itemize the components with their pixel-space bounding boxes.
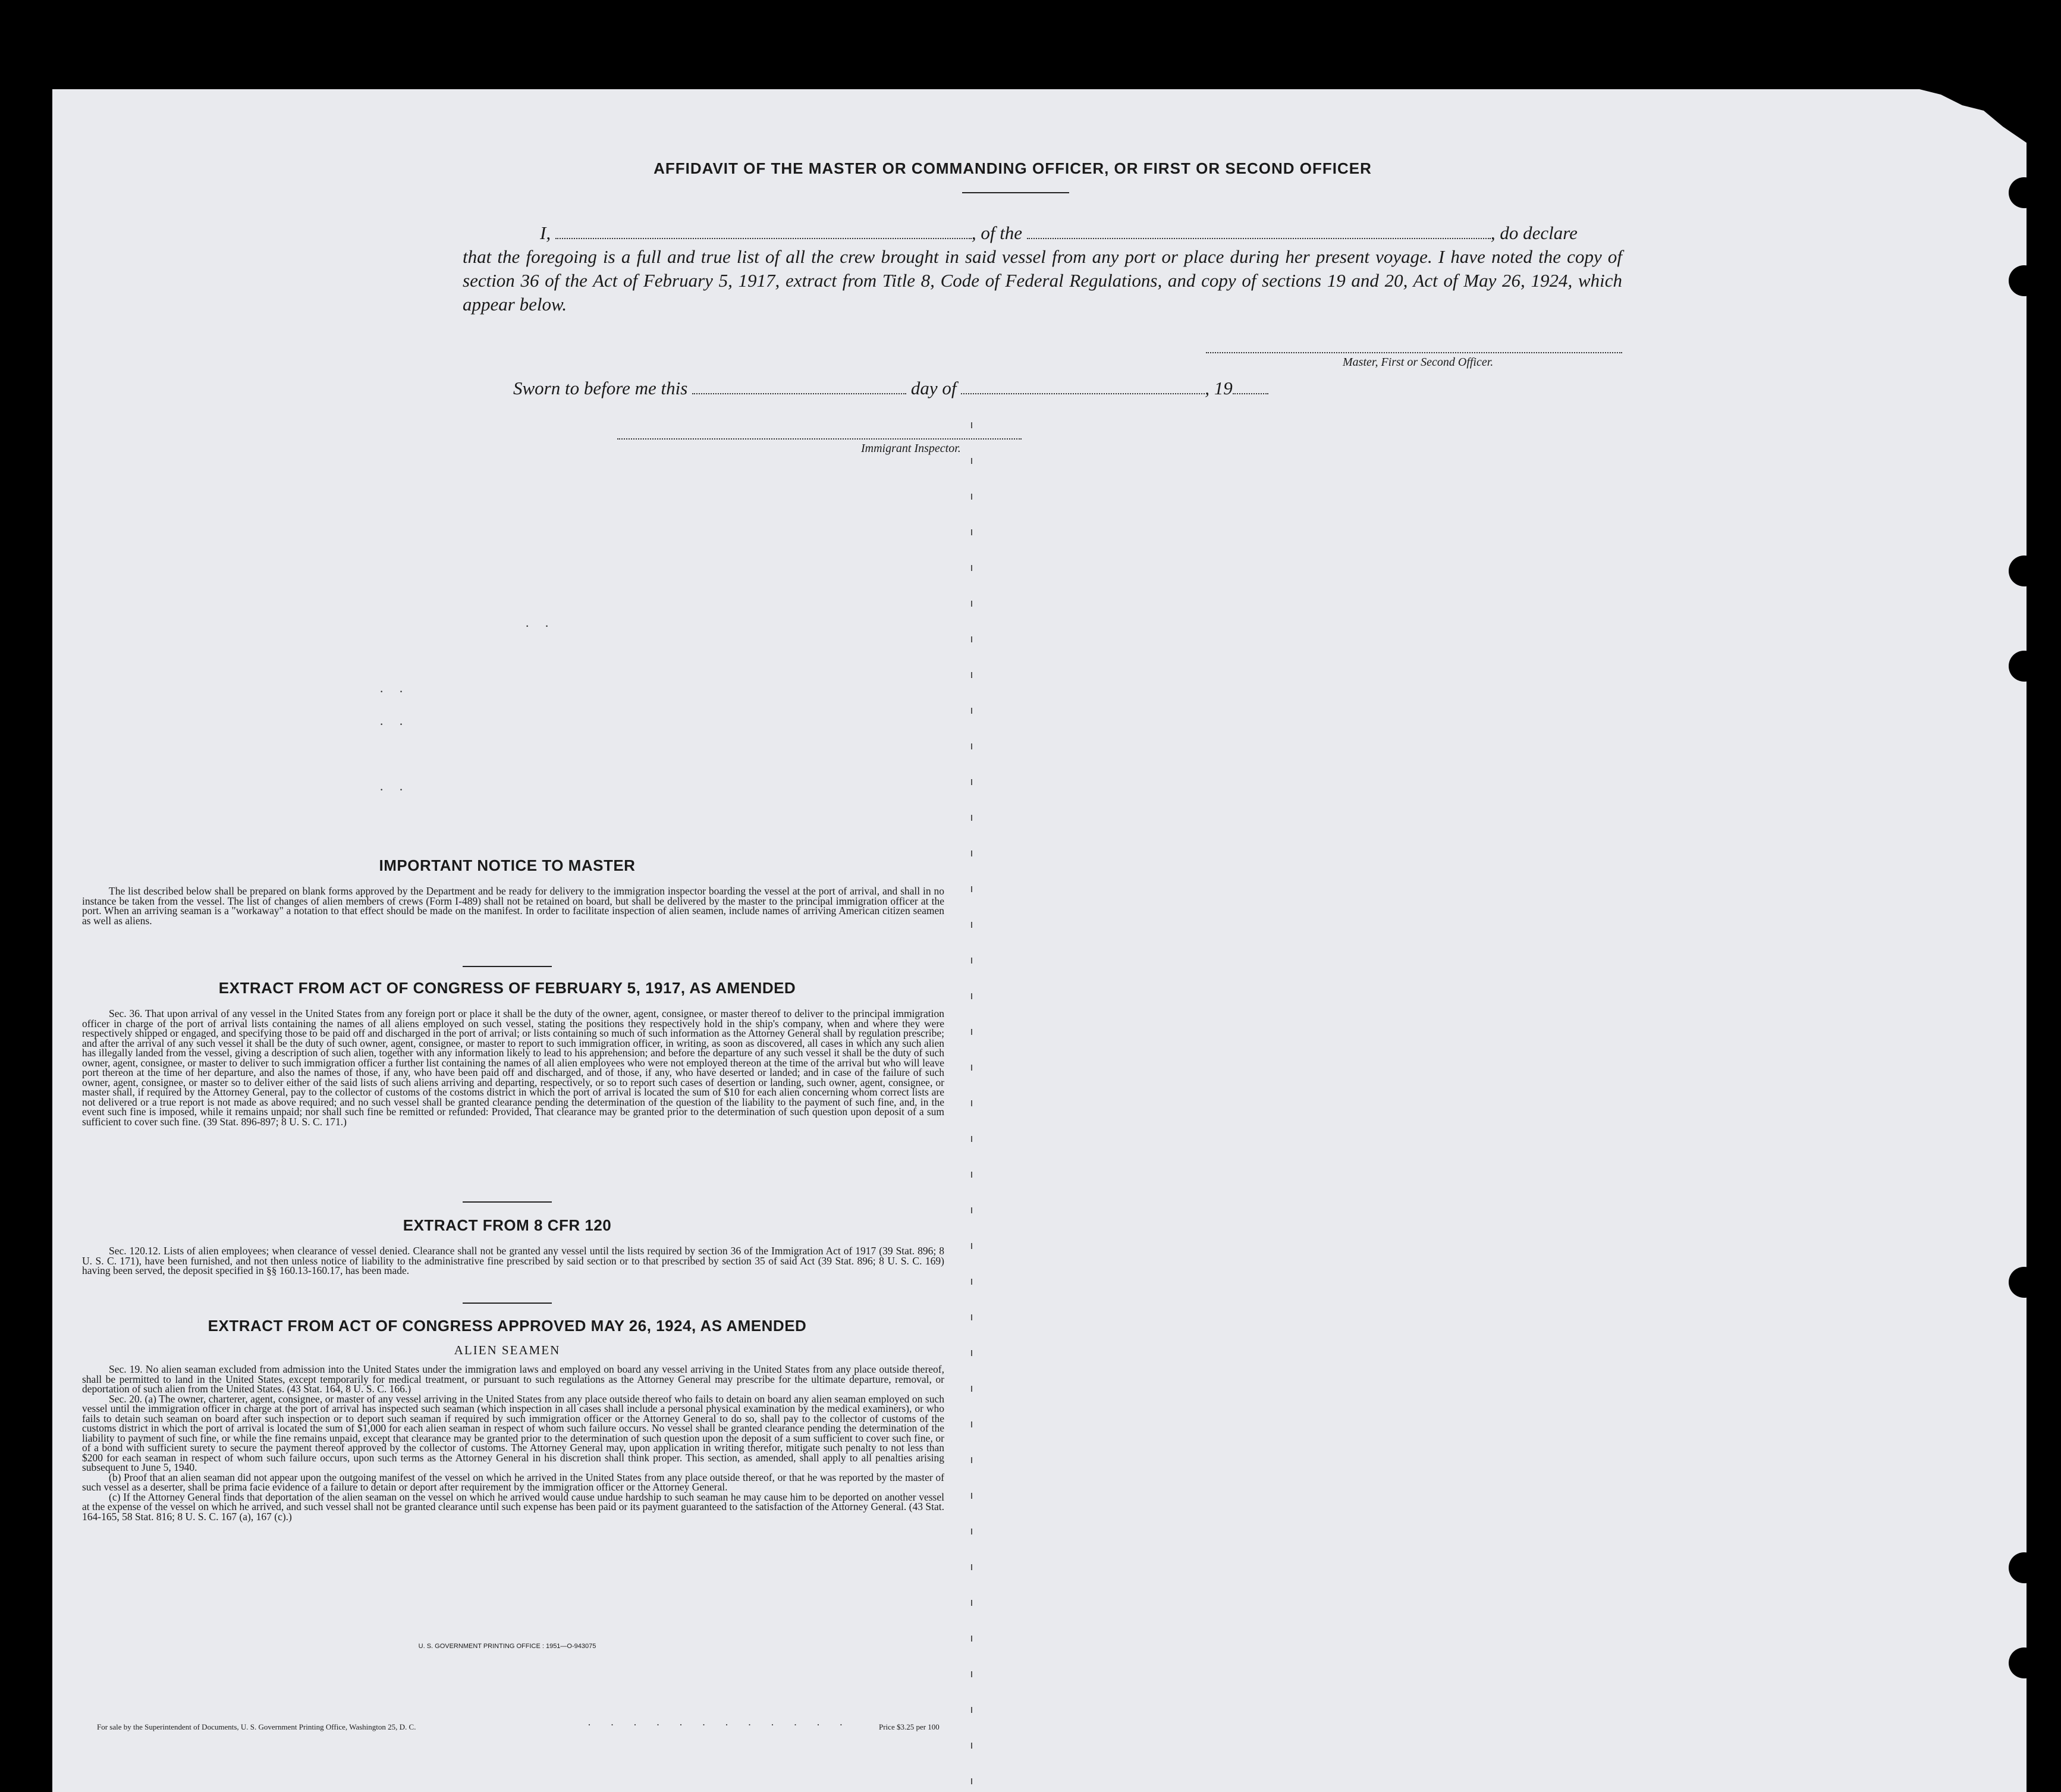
binder-hole bbox=[2009, 1267, 2027, 1298]
sec-20a-paragraph: Sec. 20. (a) The owner, charterer, agent, consignee, or master of any vessel arriving in the United States from any place outside thereof who fails to detain on board any alien seaman employed on such vessel until the immigration officer in charge at the port of arrival has inspected such seaman (which inspection in all cases shall include a personal physical examination by the medical examiners), or who fails to detain such seaman on board after such inspection or to deport such seaman if required by such immigration officer or the Attorney General to do so, shall pay to the collector of customs of the customs district in which the port of arrival is located the sum of $1,000 for each alien seaman in respect of whom such failure occurs. No vessel shall be granted clearance pending the determination of the liability to payment of such fine, or while the fine remains unpaid, except that clearance may be granted prior to the determination of such question upon the deposit of a sum sufficient to cover such fine, or of a bond with sufficient surety to secure the payment thereof approved by the collector of customs. The Attorney General may, upon application in writing therefor, mitigate such penalty to not less than $200 for each seaman in respect of whom such failure occurs, upon such terms as the Attorney General in his discretion shall think proper. This section, as amended, shall apply to all penalties arising subsequent to June 5, 1940. bbox=[82, 1392, 944, 1473]
sec-20b-paragraph: (b) Proof that an alien seaman did not appear upon the outgoing manifest of the vessel on which he arrived in the United States from any place outside thereof, or that he was reported by the master of such vessel as a deserter, shall be prima facie evidence of a failure to detain or deport after requirement by the immigration officer or the Attorney General. bbox=[82, 1471, 944, 1493]
day-of-text: day of bbox=[910, 378, 957, 398]
affidavit-of-the: , of the bbox=[971, 222, 1023, 243]
extract-1917-title: EXTRACT FROM ACT OF CONGRESS OF FEBRUARY 5, 1917, AS AMENDED bbox=[218, 979, 796, 997]
affidavit-first-line bbox=[463, 221, 1622, 245]
sworn-day-field[interactable] bbox=[692, 393, 906, 394]
sec-19-paragraph: Sec. 19. No alien seaman excluded from admission into the United States under the immigration laws and employed on board any vessel arriving in the United States from any place outside thereof, shall be permitted to land in the United States, except temporarily for medical treatment, or pursuant to such regulations as the Attorney General may prescribe for the ultimate departure, removal, or deportation of such alien from the United States. (43 Stat. 164, 8 U. S. C. 166.) bbox=[82, 1363, 944, 1395]
center-fold-line bbox=[971, 422, 972, 1790]
extract-cfr-title: EXTRACT FROM 8 CFR 120 bbox=[403, 1216, 612, 1234]
title-divider bbox=[962, 192, 1069, 193]
sec-120-12-paragraph: Sec. 120.12. Lists of alien employees; when clearance of vessel denied. Clearance shall not be granted any vessel until the lists required by section 36 of the Immigration Act of 1917 (39 Stat. 896; 8 U. S. C. 171), have been furnished, and not then unless notice of liability to the administrative fine prescribed by said section or to that prescribed by section 35 of said Act (39 Stat. 896; 8 U. S. C. 169) having been served, the deposit specified in §§ 160.13-160.17, has been made. bbox=[82, 1245, 944, 1276]
affidavit-text: that the foregoing is a full and true list of all the crew brought in said vessel from any port or place during her present voyage. I have noted the copy of section 36 of the Act of February 5, 1917, extract from Title 8, Code of Federal Regulations, and copy of sections 19 and 20, Act of May 26, 1924, which appear below. bbox=[463, 246, 1622, 315]
year-text: , 19 bbox=[1205, 378, 1233, 398]
footer-sale-notice: For sale by the Superintendent of Documents, U. S. Government Printing Office, Washington 25, D. C. bbox=[97, 1722, 416, 1731]
section-divider bbox=[463, 1201, 552, 1203]
form-sheet bbox=[52, 89, 2027, 1792]
sworn-month-field[interactable] bbox=[961, 393, 1205, 394]
sworn-line bbox=[463, 376, 1295, 400]
affidavit-title: AFFIDAVIT OF THE MASTER OR COMMANDING OFFICER, OR FIRST OR SECOND OFFICER bbox=[654, 159, 1372, 177]
affidavit-i: I, bbox=[540, 222, 551, 243]
binder-hole bbox=[2009, 265, 2027, 296]
binder-hole bbox=[2009, 1552, 2027, 1583]
master-label: Master, First or Second Officer. bbox=[1343, 356, 1494, 369]
footer-leader-dots: · · · · · · · · · · · · bbox=[587, 1719, 852, 1731]
sworn-text: Sworn to before me this bbox=[513, 378, 688, 398]
notice-title: IMPORTANT NOTICE TO MASTER bbox=[379, 856, 636, 874]
name-field[interactable] bbox=[555, 238, 972, 239]
binder-hole bbox=[2009, 556, 2027, 586]
footer-price: Price $3.25 per 100 bbox=[879, 1722, 940, 1731]
notice-paragraph: The list described below shall be prepared on blank forms approved by the Department and be ready for delivery to the immigration inspector boarding the vessel at the port of arrival, and shall in no instance be taken from the vessel. The list of changes of alien members of crews (Form I-489) shall not be retained on board, but shall be delivered by the master to the principal immigration officer at the port. When an arriving seaman is a "workaway" a notation to that effect should be made on the manifest. In order to facilitate inspection of alien seamen, include names of arriving American citizen seamen as well as aliens. bbox=[82, 885, 944, 927]
gpo-imprint: U. S. GOVERNMENT PRINTING OFFICE : 1951—O-943075 bbox=[418, 1643, 596, 1650]
stray-marks: · · bbox=[379, 684, 410, 699]
binder-hole bbox=[2009, 177, 2027, 208]
binder-hole bbox=[2009, 1647, 2027, 1678]
master-signature-line[interactable] bbox=[1206, 351, 1622, 353]
extract-1924-text bbox=[82, 1364, 944, 1521]
affidavit-do-declare: , do declare bbox=[1490, 222, 1578, 243]
section-divider bbox=[463, 966, 552, 967]
inspector-label: Immigrant Inspector. bbox=[861, 442, 961, 455]
section-divider bbox=[463, 1303, 552, 1304]
stray-marks: · · bbox=[379, 782, 410, 797]
binder-hole bbox=[2009, 651, 2027, 682]
sworn-year-field[interactable] bbox=[1233, 393, 1268, 394]
notice-text bbox=[82, 886, 944, 925]
extract-cfr-text bbox=[82, 1246, 944, 1276]
torn-corner bbox=[1919, 89, 2027, 143]
sec-20c-paragraph: (c) If the Attorney General finds that deportation of the alien seaman on the vessel on which he arrived would cause undue hardship to such seaman he may cause him to be deported on another vessel at the expense of the vessel on which he arrived, and such vessel shall not be granted clearance until such expense has been paid or its payment guaranteed to the satisfaction of the Attorney General. (43 Stat. 164-165, 58 Stat. 816; 8 U. S. C. 167 (a), 167 (c).) bbox=[82, 1490, 944, 1523]
alien-seamen-subtitle: ALIEN SEAMEN bbox=[454, 1343, 561, 1357]
vessel-field[interactable] bbox=[1027, 238, 1491, 239]
extract-1924-title: EXTRACT FROM ACT OF CONGRESS APPROVED MAY 26, 1924, AS AMENDED bbox=[208, 1317, 807, 1335]
stray-marks: · · bbox=[525, 619, 555, 633]
stray-marks: · · bbox=[379, 717, 410, 732]
sec-36-paragraph: Sec. 36. That upon arrival of any vessel in the United States from any foreign port or place it shall be the duty of the owner, agent, consignee, or master thereof to deliver to the principal immigration officer in charge of the port of arrival lists containing the names of all aliens employed on such vessel, stating the positions they respectively hold in the ship's company, when and where they were respectively shipped or engaged, and specifying those to be paid off and discharged in the port of arrival; or lists containing so much of such information as the Attorney General shall by regulation prescribe; and after the arrival of any such vessel it shall be the duty of such owner, agent, consignee, or master to report to such immigration officer, in writing, as soon as discovered, all cases in which any such alien has illegally landed from the vessel, giving a description of such alien, together with any information likely to lead to his apprehension; and before the departure of any such vessel it shall be the duty of such owner, agent, consignee, or master to deliver to such immigration officer a further list containing the names of all alien employees who were not employed thereon at the time of the arrival but who will leave port thereon at the time of her departure, and also the names of those, if any, who have been paid off and discharged, and of those, if any, who have deserted or landed; and in case of the failure of such owner, agent, consignee, or master so to deliver either of the said lists of such aliens arriving and departing, respectively, or so to report such cases of desertion or landing, such owner, agent, consignee, or master shall, if required by the Attorney General, pay to the collector of customs of the costoms district in which the port of arrival is located the sum of $10 for each alien concerning whom correct lists are not delivered or a true report is not made as above required; and no such vessel shall be granted clearance pending the determination of the question of the liability to the payment of such fine, and, in the event such fine is imposed, while it remains unpaid; nor shall such fine be remitted or refunded: Provided, That clearance may be granted prior to the determination of such question upon deposit of a sum sufficient to cover such fine. (39 Stat. 896-897; 8 U. S. C. 171.) bbox=[82, 1008, 944, 1128]
inspector-signature-line[interactable] bbox=[617, 437, 1022, 440]
extract-1917-text bbox=[82, 1009, 944, 1126]
